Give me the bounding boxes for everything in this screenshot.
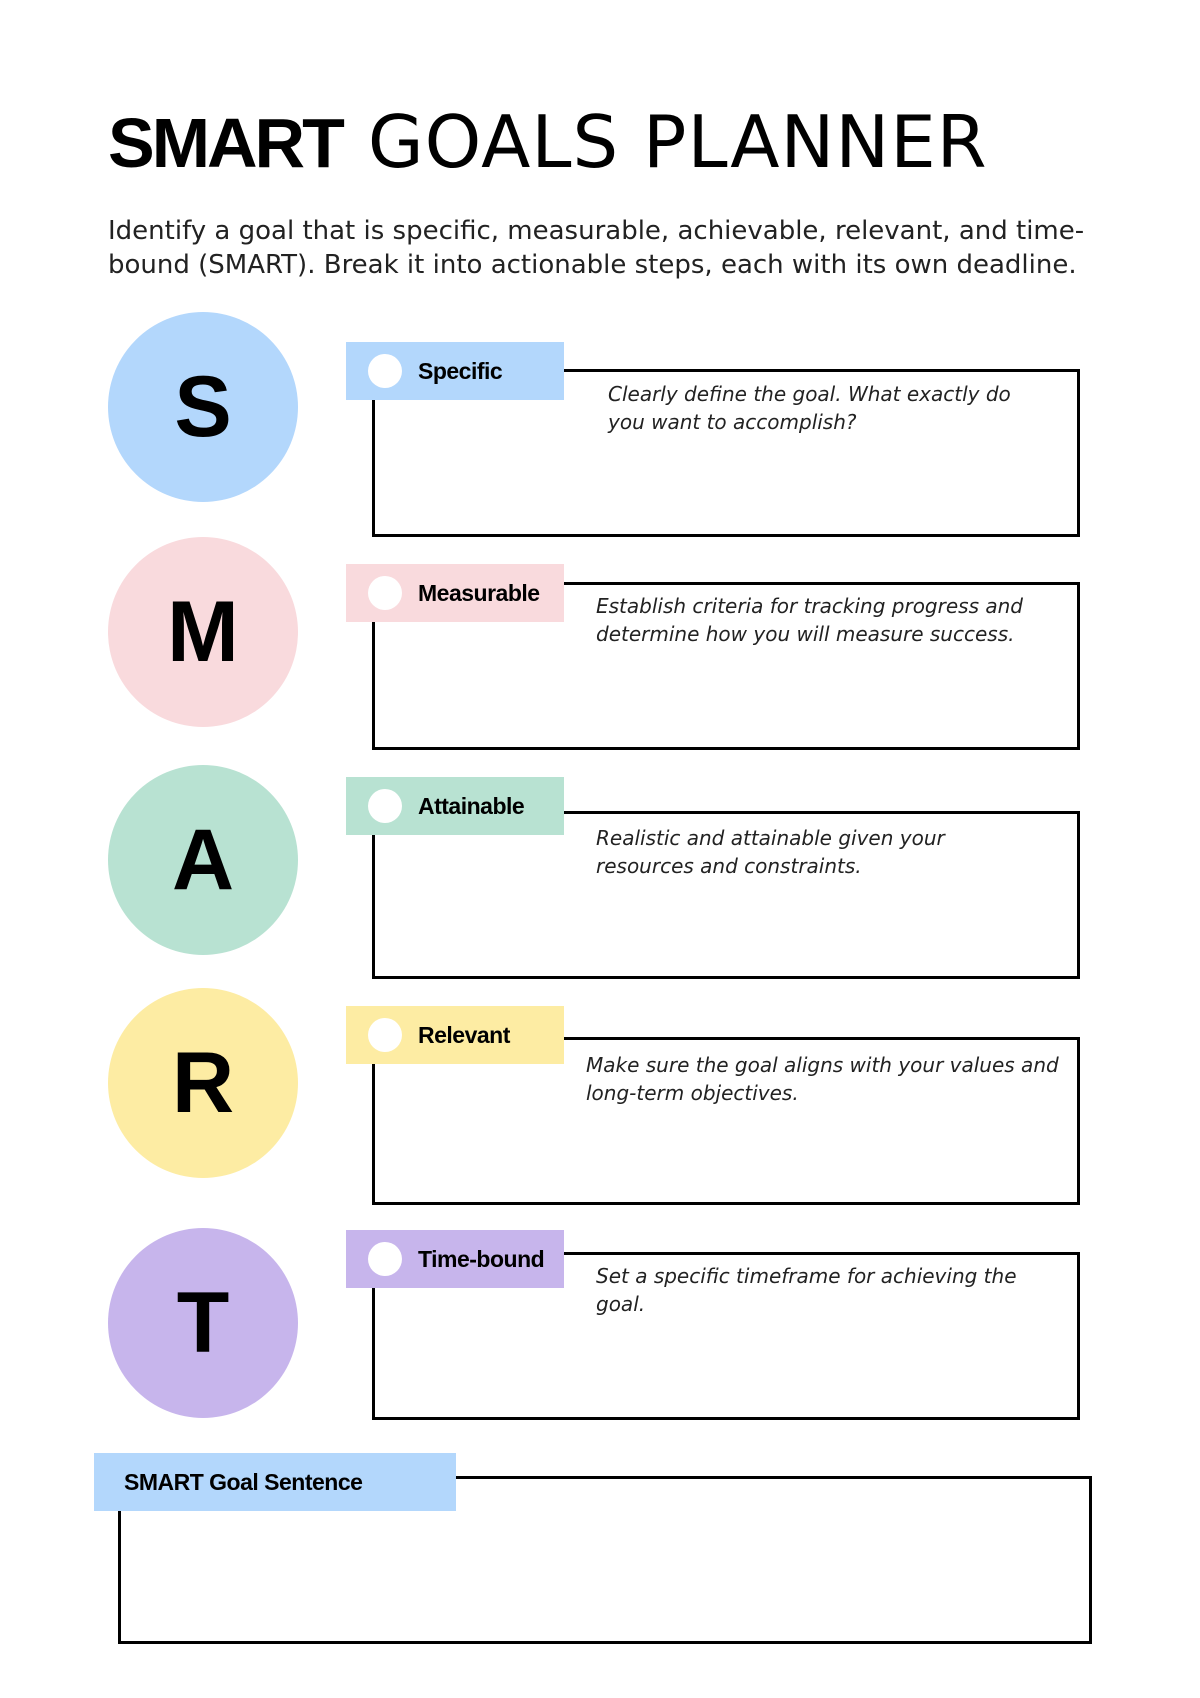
page-title: [108, 100, 988, 184]
letter-m: M: [167, 583, 239, 680]
letter-a: A: [171, 811, 235, 908]
checkbox-specific[interactable]: [368, 354, 402, 388]
hint-attainable: Realistic and attainable given your resources and constraints.: [596, 826, 945, 878]
letter-circle-s: [108, 312, 298, 502]
letter-r: R: [171, 1034, 235, 1131]
tag-attainable: [346, 777, 564, 835]
title-light: GOALS PLANNER: [367, 100, 988, 184]
letter-t: T: [176, 1274, 230, 1371]
hint-measurable: Establish criteria for tracking progress and determine how you will measure success.: [596, 594, 1023, 646]
intro-text: Identify a goal that is specific, measurable, achievable, relevant, and time-bound (SMART). Break it into actionable steps, each with its own deadline.: [108, 216, 1085, 280]
tag-measurable: [346, 564, 564, 622]
checkbox-relevant[interactable]: [368, 1018, 402, 1052]
tag-goal-sentence: [94, 1453, 456, 1511]
tag-label-goal-sentence: SMART Goal Sentence: [124, 1468, 363, 1495]
tag-label-measurable: Measurable: [418, 579, 540, 606]
tag-specific: [346, 342, 564, 400]
letter-circle-a: [108, 765, 298, 955]
hint-time-bound: Set a specific timeframe for achieving the goal.: [596, 1264, 1017, 1316]
tag-time-bound: [346, 1230, 564, 1288]
hint-relevant: Make sure the goal aligns with your values and long-term objectives.: [586, 1053, 1059, 1105]
letter-circle-t: [108, 1228, 298, 1418]
tag-label-relevant: Relevant: [418, 1021, 510, 1048]
tag-relevant: [346, 1006, 564, 1064]
hint-specific: Clearly define the goal. What exactly do you want to accomplish?: [608, 382, 1011, 434]
tag-label-specific: Specific: [418, 357, 503, 384]
tag-label-time-bound: Time-bound: [418, 1245, 545, 1272]
checkbox-measurable[interactable]: [368, 576, 402, 610]
checkbox-time-bound[interactable]: [368, 1242, 402, 1276]
tag-label-attainable: Attainable: [418, 792, 525, 819]
title-bold: SMART: [108, 104, 342, 182]
letter-circle-r: [108, 988, 298, 1178]
checkbox-attainable[interactable]: [368, 789, 402, 823]
letter-s: S: [174, 358, 232, 455]
letter-circle-m: [108, 537, 298, 727]
